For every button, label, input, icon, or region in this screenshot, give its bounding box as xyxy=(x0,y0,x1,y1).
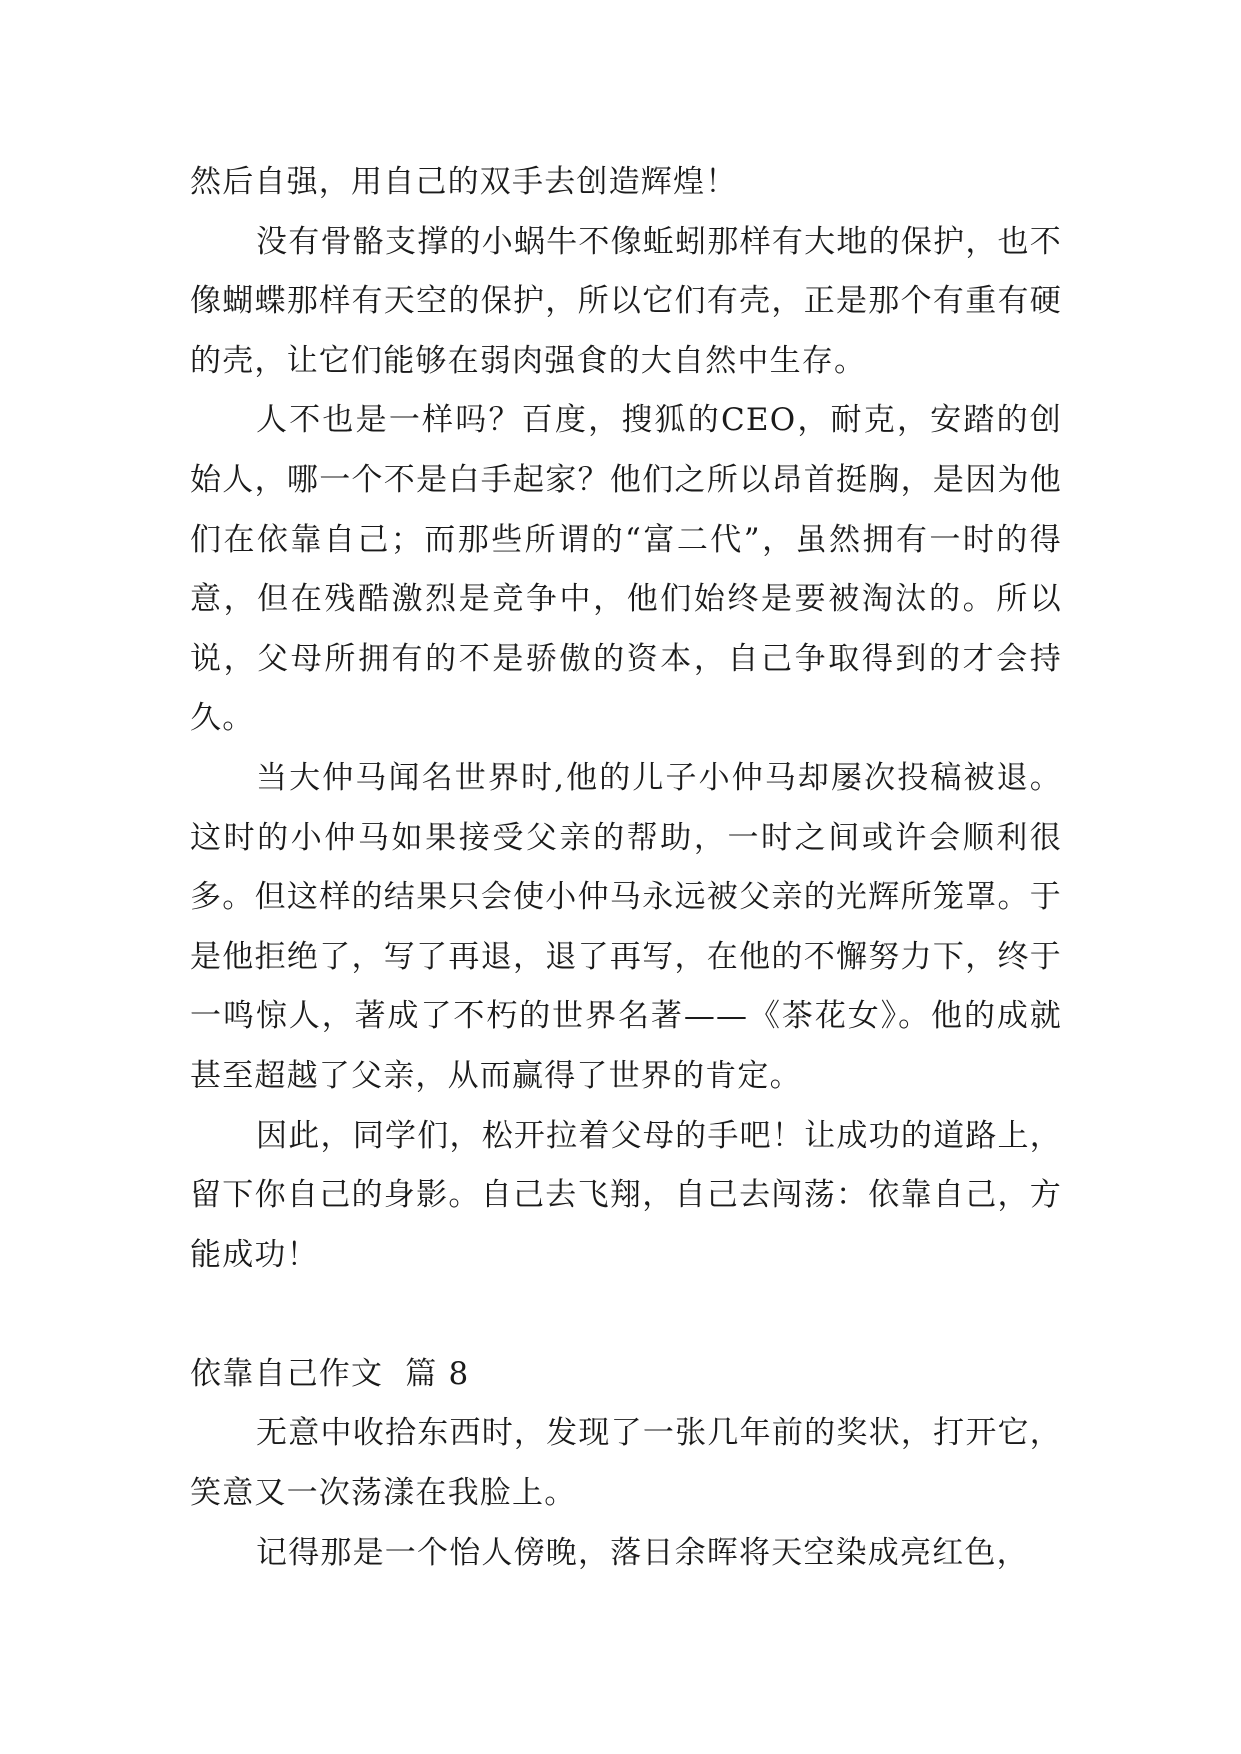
paragraph-snail: 没有骨骼支撑的小蜗牛不像蚯蚓那样有大地的保护，也不像蝴蝶那样有天空的保护，所以它们有壳，正是那个有重有硬的壳，让它们能够在弱肉强食的大自然中生存。 xyxy=(190,223,1062,379)
paragraph-dumas: 当大仲马闻名世界时,他的儿子小仲马却屡次投稿被退。这时的小仲马如果接受父亲的帮助，一时之间或许会顺利很多。但这样的结果只会使小仲马永远被父亲的光辉所笼罩。于是他拒绝了，写了再退，退了再写，在他的不懈努力下，终于一鸣惊人，著成了不朽的世界名著——《茶花女》。他的成就甚至超越了父亲，从而赢得了世界的肯定。 xyxy=(190,759,1062,1094)
paragraph-conclusion: 因此，同学们，松开拉着父母的手吧！让成功的道路上，留下你自己的身影。自己去飞翔，自己去闯荡：依靠自己，方能成功！ xyxy=(190,1117,1062,1273)
paragraph-continuation: 然后自强，用自己的双手去创造辉煌！ xyxy=(190,164,738,200)
section-spacer xyxy=(190,1285,1062,1345)
document-body xyxy=(190,153,1062,1583)
paragraph-evening: 记得那是一个怡人傍晚，落日余晖将天空染成亮红色， xyxy=(256,1534,1029,1571)
section-title: 依靠自己作文 篇 8 xyxy=(190,1355,470,1392)
paragraph-certificate: 无意中收拾东西时，发现了一张几年前的奖状，打开它，笑意又一次荡漾在我脸上。 xyxy=(190,1415,1062,1512)
paragraph-people: 人不也是一样吗？百度，搜狐的CEO，耐克，安踏的创始人，哪一个不是白手起家？他们之所以昂首挺胸，是因为他们在依靠自己；而那些所谓的“富二代”，虽然拥有一时的得意，但在残酷激烈是竞争中，他们始终是要被淘汰的。所以说，父母所拥有的不是骄傲的资本，自己争取得到的才会持久。 xyxy=(190,402,1062,737)
